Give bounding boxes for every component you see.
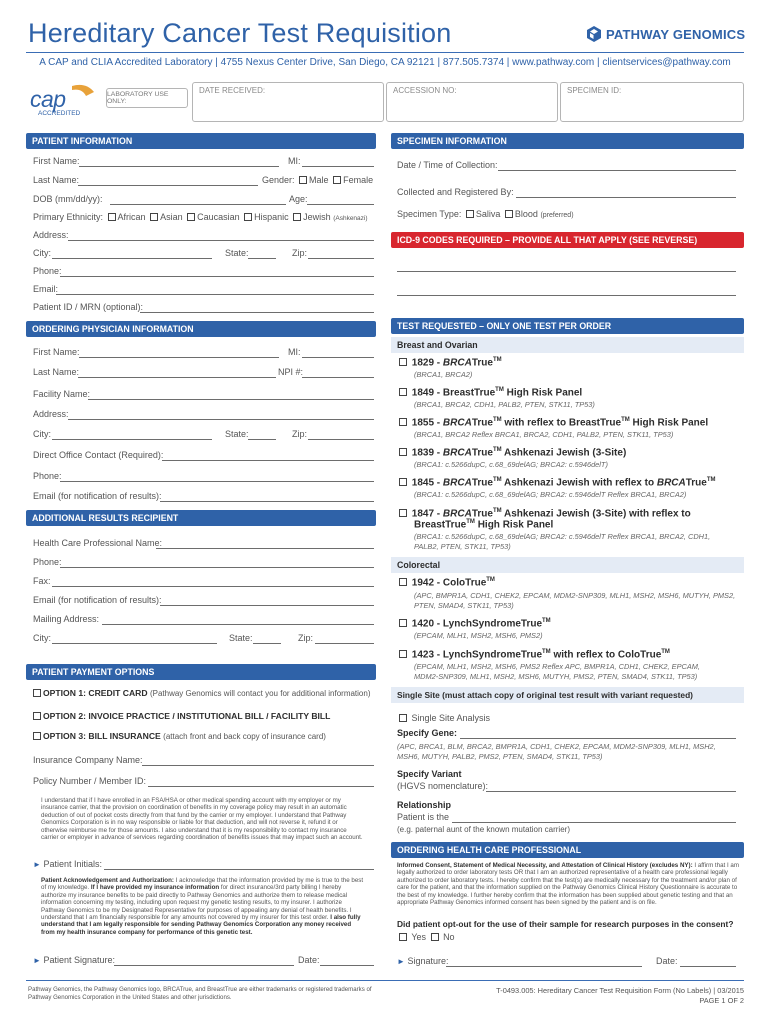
age-input[interactable] bbox=[307, 204, 374, 205]
option2-checkbox[interactable] bbox=[33, 712, 41, 720]
dob-label: DOB (mm/dd/yy): bbox=[33, 194, 103, 204]
relationship-example: (e.g. paternal aunt of the known mutation carrier) bbox=[397, 825, 570, 834]
test-1847[interactable] bbox=[397, 508, 691, 519]
jewish-label: Jewish bbox=[303, 212, 331, 222]
triangle-bullet-icon: ► bbox=[33, 956, 41, 965]
policy-label: Policy Number / Member ID: bbox=[33, 776, 147, 786]
patient-is-the-label: Patient is the bbox=[397, 812, 450, 822]
specify-variant-input[interactable] bbox=[486, 791, 736, 792]
insurance-company-label: Insurance Company Name: bbox=[33, 755, 143, 765]
page-number: PAGE 1 OF 2 bbox=[699, 996, 744, 1005]
brand-name: PATHWAY GENOMICS bbox=[606, 26, 746, 42]
hcp-date-label: Date: bbox=[656, 956, 678, 966]
dr-mi-input[interactable] bbox=[302, 357, 374, 358]
test-1839-code: 1839 - bbox=[411, 447, 443, 459]
test-1420-code: 1420 - LynchSyndromeTrue bbox=[411, 618, 543, 630]
cap-accredited-logo bbox=[28, 82, 102, 120]
option2-row bbox=[31, 711, 330, 721]
test-1845-checkbox[interactable] bbox=[399, 478, 407, 486]
single-site-checkbox[interactable] bbox=[399, 714, 407, 722]
hcp-signature-label: Signature: bbox=[407, 956, 449, 966]
test-requested-heading: TEST REQUESTED – ONLY ONE TEST PER ORDER bbox=[391, 318, 744, 334]
pt-zip-label: Zip: bbox=[292, 248, 308, 258]
tm-mark: TM bbox=[492, 417, 502, 423]
icd9-code-line-1[interactable] bbox=[397, 271, 736, 272]
date-received-field[interactable] bbox=[192, 82, 384, 122]
pt-address-input[interactable] bbox=[68, 240, 374, 241]
test-1829-genes: (BRCA1, BRCA2) bbox=[414, 370, 473, 379]
test-1942[interactable] bbox=[397, 577, 495, 588]
tm-mark: TM bbox=[542, 618, 551, 624]
tm-mark: TM bbox=[542, 649, 551, 655]
pt-mi-input[interactable] bbox=[302, 166, 374, 167]
accession-no-label: ACCESSION NO: bbox=[393, 86, 457, 95]
ar-state-label: State: bbox=[229, 633, 253, 643]
ar-mailing-label: Mailing Address: bbox=[33, 614, 100, 624]
test-1847-rest: Ashkenazi Jewish (3-Site) with reflex to bbox=[501, 508, 691, 520]
ashkenazi-label: (Ashkenazi) bbox=[333, 215, 368, 222]
pt-email-input[interactable] bbox=[56, 294, 374, 295]
lab-address: A CAP and CLIA Accredited Laboratory | 4755 Nexus Center Drive, San Diego, CA 92121 | 877.505.7374 | www.pathway.com | clientservices@pathway.com bbox=[39, 57, 731, 68]
pt-id-input[interactable] bbox=[140, 312, 374, 313]
ar-email-label: Email (for notification of results): bbox=[33, 595, 162, 605]
test-1847-rest2: High Risk Panel bbox=[474, 519, 554, 531]
test-1423-genes-2: MDM2-SNP309, MLH1, MSH2, MSH6, MUTYH, PMS2, PTEN, SMAD4, STK11, TP53) bbox=[414, 672, 698, 681]
test-1847-line2 bbox=[414, 519, 553, 530]
specify-gene-input[interactable] bbox=[460, 738, 736, 739]
tm-mark: TM bbox=[492, 508, 502, 514]
pt-city-label: City: bbox=[33, 248, 51, 258]
test-1839-name: True bbox=[471, 447, 493, 459]
opt-out-no-checkbox[interactable] bbox=[431, 933, 439, 941]
relationship-label: Relationship bbox=[397, 800, 452, 810]
ack-heading: Patient Acknowledgement and Authorization: bbox=[41, 877, 174, 884]
additional-recipient-heading: ADDITIONAL RESULTS RECIPIENT bbox=[26, 510, 376, 526]
dr-state-input[interactable] bbox=[248, 439, 276, 440]
asian-label: Asian bbox=[160, 212, 183, 222]
patient-acknowledgement bbox=[41, 877, 366, 936]
ethnicity-label: Primary Ethnicity: bbox=[33, 212, 104, 222]
tm-mark: TM bbox=[706, 477, 716, 483]
initials-row bbox=[33, 859, 102, 869]
pt-first-name-input[interactable] bbox=[79, 166, 279, 167]
test-1849[interactable] bbox=[397, 387, 582, 398]
ar-email-input[interactable] bbox=[160, 605, 374, 606]
dr-phone-input[interactable] bbox=[60, 481, 374, 482]
test-1423-rest: with reflex to ColoTrue bbox=[550, 649, 662, 661]
preferred-label: (preferred) bbox=[540, 212, 574, 219]
test-1829-name: True bbox=[471, 357, 493, 369]
patient-signature-input[interactable] bbox=[114, 965, 294, 966]
african-label: African bbox=[117, 212, 146, 222]
option2-label: OPTION 2: INVOICE PRACTICE / INSTITUTIONAL BILL / FACILITY BILL bbox=[43, 711, 331, 721]
single-site-label: Single Site Analysis bbox=[411, 713, 491, 723]
test-1855-genes: (BRCA1, BRCA2 Reflex BRCA1, BRCA2, CDH1, PALB2, PTEN, STK11, TP53) bbox=[414, 430, 674, 439]
dr-first-name-input[interactable] bbox=[79, 357, 279, 358]
test-1849-rest: High Risk Panel bbox=[503, 387, 583, 399]
test-1839-genes: (BRCA1: c.5266dupC, c.68_69delAG; BRCA2: c.5946delT) bbox=[414, 460, 608, 469]
saliva-checkbox[interactable] bbox=[466, 210, 474, 218]
dr-email-label: Email (for notification of results): bbox=[33, 491, 162, 501]
test-1423[interactable] bbox=[397, 649, 670, 660]
pt-last-name-input[interactable] bbox=[78, 185, 258, 186]
gender-label: Gender: bbox=[262, 175, 295, 185]
test-1847-brca: BRCA bbox=[442, 508, 472, 520]
footer-rule bbox=[26, 980, 744, 981]
icd9-code-line-2[interactable] bbox=[397, 295, 736, 296]
npi-label: NPI #: bbox=[278, 367, 304, 377]
pt-phone-label: Phone: bbox=[33, 266, 62, 276]
hcp-signature-row bbox=[397, 956, 448, 966]
test-1845-brca: BRCA bbox=[442, 477, 472, 489]
test-1845-rest: Ashkenazi Jewish with reflex to bbox=[501, 477, 657, 489]
pt-zip-input[interactable] bbox=[308, 258, 374, 259]
test-1845-code: 1845 - bbox=[411, 477, 443, 489]
collected-by-input[interactable] bbox=[516, 197, 736, 198]
test-1845-brca-2: BRCA bbox=[656, 477, 686, 489]
triangle-bullet-icon: ► bbox=[33, 860, 41, 869]
dr-address-label: Address: bbox=[33, 409, 69, 419]
ar-phone-label: Phone: bbox=[33, 557, 62, 567]
ack-text-1: I acknowledge that the information provided by me is true to the best of my knowledge. bbox=[41, 877, 364, 892]
dr-last-name-input[interactable] bbox=[78, 377, 276, 378]
tm-mark: TM bbox=[466, 519, 475, 525]
direct-contact-label: Direct Office Contact (Required): bbox=[33, 450, 164, 460]
male-checkbox[interactable] bbox=[299, 176, 307, 184]
opt-out-row bbox=[397, 932, 455, 942]
dr-mi-label: MI: bbox=[288, 347, 301, 357]
pt-last-name-label: Last Name: bbox=[33, 175, 80, 185]
test-1829[interactable] bbox=[397, 357, 502, 368]
pt-phone-input[interactable] bbox=[60, 276, 374, 277]
ar-fax-label: Fax: bbox=[33, 576, 51, 586]
ar-city-label: City: bbox=[33, 633, 51, 643]
test-1829-brca: BRCA bbox=[442, 357, 472, 369]
option1-checkbox[interactable] bbox=[33, 689, 41, 697]
test-1942-checkbox[interactable] bbox=[399, 578, 407, 586]
option3-checkbox[interactable] bbox=[33, 732, 41, 740]
consent-body: I affirm that I am legally authorized to order laboratory tests OR that I am an authorized representative of a health care professional legally authorized to order laboratory tests. I hereby confirm that the test(s) are medically necessary for the treatment and/or plan of care for the patient, and that the information supplied on the Pathway Genomics Clinical History Questionnaire is accurate to the best of my knowledge. I further hereby confirm that the information has been supplied about genetic testing and that an appropriate Pathway Genomics informed consent has been signed by the patient and is on file. bbox=[397, 862, 740, 907]
test-1847-name: True bbox=[471, 508, 493, 520]
pt-mi-label: MI: bbox=[288, 156, 301, 166]
hgvs-label: (HGVS nomenclature): bbox=[397, 781, 489, 791]
cap-accredited-text: ACCREDITED bbox=[38, 110, 81, 117]
opt-out-yes-checkbox[interactable] bbox=[399, 933, 407, 941]
collected-by-label: Collected and Registered By: bbox=[397, 187, 514, 197]
test-1845-genes: (BRCA1: c.5266dupC, c.68_69delAG; BRCA2: c.5946delT Reflex BRCA1, BRCA2) bbox=[414, 490, 687, 499]
ar-state-input[interactable] bbox=[253, 643, 281, 644]
patient-information-heading: PATIENT INFORMATION bbox=[26, 133, 376, 149]
test-1829-checkbox[interactable] bbox=[399, 358, 407, 366]
test-1855-code: 1855 - bbox=[411, 417, 443, 429]
blood-checkbox[interactable] bbox=[505, 210, 513, 218]
consent-heading: Informed Consent, Statement of Medical Necessity, and Attestation of Clinical History (excludes NY): bbox=[397, 862, 693, 869]
test-1855-checkbox[interactable] bbox=[399, 418, 407, 426]
research-opt-out-question: Did patient opt-out for the use of their sample for research purposes in the consent? bbox=[397, 919, 734, 929]
tm-mark: TM bbox=[492, 477, 502, 483]
dr-address-input[interactable] bbox=[68, 419, 374, 420]
jewish-checkbox[interactable] bbox=[293, 213, 301, 221]
facility-input[interactable] bbox=[88, 399, 374, 400]
female-label: Female bbox=[343, 175, 374, 185]
ack-bold-2: I also fully understand that I am legally responsible for sending Pathway Genomics Corporation any money received from my health insurance company for performance of this genetic test. bbox=[41, 914, 361, 936]
test-1942-genes: (APC, BMPR1A, CDH1, CHEK2, EPCAM, MDM2-SNP309, MLH1, MSH2, MSH6, MUTYH, PMS2, bbox=[414, 591, 736, 600]
ar-zip-input[interactable] bbox=[315, 643, 374, 644]
ar-fax-input[interactable] bbox=[52, 586, 374, 587]
test-1855-rest2: High Risk Panel bbox=[629, 417, 709, 429]
test-1423-code: 1423 - LynchSyndromeTrue bbox=[411, 649, 543, 661]
pt-first-name-label: First Name: bbox=[33, 156, 80, 166]
hcp-name-label: Health Care Professional Name: bbox=[33, 538, 163, 548]
page-title: Hereditary Cancer Test Requisition bbox=[28, 18, 452, 48]
pt-gender bbox=[262, 175, 373, 185]
test-1420-checkbox[interactable] bbox=[399, 619, 407, 627]
age-label: Age: bbox=[289, 194, 308, 204]
collection-datetime-input[interactable] bbox=[498, 170, 736, 171]
specimen-id-label: SPECIMEN ID: bbox=[567, 86, 622, 95]
dr-state-label: State: bbox=[225, 429, 249, 439]
dr-city-label: City: bbox=[33, 429, 51, 439]
test-1849-checkbox[interactable] bbox=[399, 388, 407, 396]
test-1420[interactable] bbox=[397, 618, 551, 629]
test-1942-genes-2: PTEN, SMAD4, STK11, TP53) bbox=[414, 601, 514, 610]
breast-ovarian-heading: Breast and Ovarian bbox=[391, 337, 744, 353]
caucasian-checkbox[interactable] bbox=[187, 213, 195, 221]
test-1839-brca: BRCA bbox=[442, 447, 472, 459]
pathway-logo-icon bbox=[586, 26, 602, 42]
hcp-date-input[interactable] bbox=[680, 966, 736, 967]
ar-zip-label: Zip: bbox=[298, 633, 314, 643]
specimen-type-row bbox=[397, 209, 574, 219]
test-1855-name: True bbox=[471, 417, 493, 429]
insurance-company-input[interactable] bbox=[142, 765, 374, 766]
patient-signature-row bbox=[33, 955, 115, 965]
tm-mark: TM bbox=[486, 577, 495, 583]
option1-note: (Pathway Genomics will contact you for additional information) bbox=[149, 689, 371, 698]
header-rule bbox=[26, 52, 744, 53]
test-1849-genes: (BRCA1, BRCA2, CDH1, PALB2, PTEN, STK11, TP53) bbox=[414, 400, 595, 409]
test-1847-checkbox[interactable] bbox=[399, 509, 407, 517]
initials-input[interactable] bbox=[104, 869, 374, 870]
pt-email-label: Email: bbox=[33, 284, 59, 294]
pt-id-label: Patient ID / MRN (optional): bbox=[33, 302, 144, 312]
tm-mark: TM bbox=[492, 447, 502, 453]
gene-options-list: (APC, BRCA1, BLM, BRCA2, BMPR1A, CDH1, CHEK2, EPCAM, MDM2-SNP309, MLH1, MSH2, MSH6, MUTYH, PALB2, PMS2, PTEN, SMAD4, STK11, TP53) bbox=[397, 742, 716, 761]
option1-row bbox=[31, 688, 371, 698]
tm-mark: TM bbox=[492, 357, 502, 363]
pt-city-input[interactable] bbox=[52, 258, 212, 259]
ar-phone-input[interactable] bbox=[60, 567, 374, 568]
pathway-logo bbox=[586, 26, 745, 42]
tm-mark: TM bbox=[621, 417, 630, 423]
female-checkbox[interactable] bbox=[333, 176, 341, 184]
test-1839-checkbox[interactable] bbox=[399, 448, 407, 456]
test-1839-rest: Ashkenazi Jewish (3-Site) bbox=[501, 447, 627, 459]
specimen-information-heading: SPECIMEN INFORMATION bbox=[391, 133, 744, 149]
test-1845[interactable] bbox=[397, 477, 716, 488]
facility-label: Facility Name: bbox=[33, 389, 91, 399]
test-1855-brca: BRCA bbox=[442, 417, 472, 429]
test-1847-line2-name: BreastTrue bbox=[414, 519, 467, 531]
caucasian-label: Caucasian bbox=[197, 212, 240, 222]
ordering-hcp-heading: ORDERING HEALTH CARE PROFESSIONAL bbox=[391, 842, 744, 858]
opt-out-no-label: No bbox=[443, 932, 455, 942]
hcp-name-input[interactable] bbox=[156, 548, 374, 549]
single-site-row bbox=[397, 713, 490, 723]
form-id: T-0493.005: Hereditary Cancer Test Requisition Form (No Labels) | 03/2015 bbox=[496, 986, 744, 995]
initials-label: Patient Initials: bbox=[43, 859, 102, 869]
trademark-notice: Pathway Genomics, the Pathway Genomics logo, BRCATrue, and BreastTrue are either trademarks or registered trademarks of Pathway Genomics Corporation in the United States and other jurisdictions. bbox=[28, 986, 372, 1001]
blood-label: Blood bbox=[514, 209, 538, 219]
test-1855[interactable] bbox=[397, 417, 708, 428]
test-1855-rest: with reflex to BreastTrue bbox=[501, 417, 622, 429]
patient-signature-label: Patient Signature: bbox=[43, 955, 115, 965]
test-1847-genes-2: PALB2, PTEN, STK11, TP53) bbox=[414, 542, 511, 551]
relationship-input[interactable] bbox=[452, 822, 736, 823]
ordering-physician-heading: ORDERING PHYSICIAN INFORMATION bbox=[26, 321, 376, 337]
tm-mark: TM bbox=[661, 649, 670, 655]
dr-zip-label: Zip: bbox=[292, 429, 308, 439]
test-1845-name: True bbox=[471, 477, 493, 489]
policy-input[interactable] bbox=[148, 786, 374, 787]
dr-email-input[interactable] bbox=[160, 501, 374, 502]
dr-phone-label: Phone: bbox=[33, 471, 62, 481]
test-1423-genes: (EPCAM, MLH1, MSH2, MSH6, PMS2 Reflex APC, BMPR1A, CDH1, CHEK2, EPCAM, bbox=[414, 662, 700, 671]
accession-no-field[interactable] bbox=[386, 82, 558, 122]
opt-out-yes-label: Yes bbox=[411, 932, 427, 942]
specify-variant-label: Specify Variant bbox=[397, 769, 462, 779]
test-1847-code: 1847 - bbox=[411, 508, 443, 520]
hispanic-label: Hispanic bbox=[254, 212, 289, 222]
lab-use-only-label: LABORATORY USE ONLY: bbox=[106, 88, 188, 108]
patient-date-label: Date: bbox=[298, 955, 320, 965]
ar-mailing-input[interactable] bbox=[102, 624, 374, 625]
dr-first-name-label: First Name: bbox=[33, 347, 80, 357]
dr-city-input[interactable] bbox=[52, 439, 212, 440]
ar-city-input[interactable] bbox=[52, 643, 217, 644]
pt-state-input[interactable] bbox=[248, 258, 276, 259]
payment-options-heading: PATIENT PAYMENT OPTIONS bbox=[26, 664, 376, 680]
cap-text: cap bbox=[30, 86, 66, 112]
patient-date-input[interactable] bbox=[320, 965, 374, 966]
saliva-label: Saliva bbox=[475, 209, 501, 219]
test-1423-checkbox[interactable] bbox=[399, 650, 407, 658]
pt-state-label: State: bbox=[225, 248, 249, 258]
option3-row bbox=[31, 731, 326, 741]
ethnicity-row bbox=[33, 212, 368, 222]
hispanic-checkbox[interactable] bbox=[244, 213, 252, 221]
date-received-label: DATE RECEIVED: bbox=[199, 86, 266, 95]
specimen-id-field[interactable] bbox=[560, 82, 744, 122]
hcp-signature-input[interactable] bbox=[446, 966, 642, 967]
test-1847-genes: (BRCA1: c.5266dupC, c.68_69delAG; BRCA2: c.5946delT Reflex BRCA1, BRCA2, CDH1, bbox=[414, 532, 711, 541]
specimen-type-label: Specimen Type: bbox=[397, 209, 462, 219]
dr-zip-input[interactable] bbox=[308, 439, 374, 440]
tm-mark: TM bbox=[495, 387, 504, 393]
test-1845-rest3: True bbox=[685, 477, 707, 489]
single-site-heading: Single Site (must attach copy of original test result with variant requested) bbox=[391, 687, 744, 703]
pt-address-label: Address: bbox=[33, 230, 69, 240]
ack-text-2: for direct insurance/3rd party billing I hereby authorize my insurance benefits to be paid directly to Pathway Genomics and authorize them to release medical information concerning my testing, including upon request my genetic testing results, to my insurer. I authorize Pathway Genomics to be my Designated Representative for purposes of appealing any denial of health benefits. I understand that I am financially responsible for any amounts not covered by my insurer for this test order. bbox=[41, 884, 352, 922]
test-1829-code: 1829 - bbox=[411, 357, 443, 369]
option3-note: (attach front and back copy of insurance card) bbox=[163, 732, 326, 741]
icd9-required-banner: ICD-9 CODES REQUIRED – PROVIDE ALL THAT APPLY (SEE REVERSE) bbox=[391, 232, 744, 248]
african-checkbox[interactable] bbox=[108, 213, 116, 221]
colorectal-heading: Colorectal bbox=[391, 557, 744, 573]
option1-label: OPTION 1: CREDIT CARD bbox=[43, 688, 148, 698]
test-1420-genes: (EPCAM, MLH1, MSH2, MSH6, PMS2) bbox=[414, 631, 543, 640]
asian-checkbox[interactable] bbox=[150, 213, 158, 221]
male-label: Male bbox=[309, 175, 329, 185]
test-1839[interactable] bbox=[397, 447, 626, 458]
option3-label: OPTION 3: BILL INSURANCE bbox=[43, 731, 161, 741]
ack-bold-1: If I have provided my insurance information bbox=[90, 884, 220, 892]
collection-datetime-label: Date / Time of Collection: bbox=[397, 160, 498, 170]
test-1942-code: 1942 - ColoTrue bbox=[411, 577, 487, 589]
direct-contact-input[interactable] bbox=[162, 460, 374, 461]
fsa-disclaimer: I understand that if I have enrolled in an FSA/HSA or other medical spending account with my employer or my insurance carrier, that the provision on coordination of benefits in my coverage policy may result in an automatic deduction of out of pocket costs directly from that fund by the carrier or my employer. I understand that Pathway Genomics Corporation is in no way responsible or liable for that deduction, and will not reverse it, refund it or otherwise reimburse me for those amounts. I also understand that it is my responsibility to contact my insurance carrier or employer in advance of services regarding coordination of benefits issues that may impact such an account. bbox=[41, 797, 363, 842]
test-1849-code: 1849 - BreastTrue bbox=[411, 387, 496, 399]
triangle-bullet-icon: ► bbox=[397, 957, 405, 966]
specify-gene-label: Specify Gene: bbox=[397, 728, 458, 738]
dr-last-name-label: Last Name: bbox=[33, 367, 80, 377]
dob-input[interactable] bbox=[110, 204, 286, 205]
informed-consent-text bbox=[397, 862, 739, 906]
npi-input[interactable] bbox=[302, 377, 374, 378]
